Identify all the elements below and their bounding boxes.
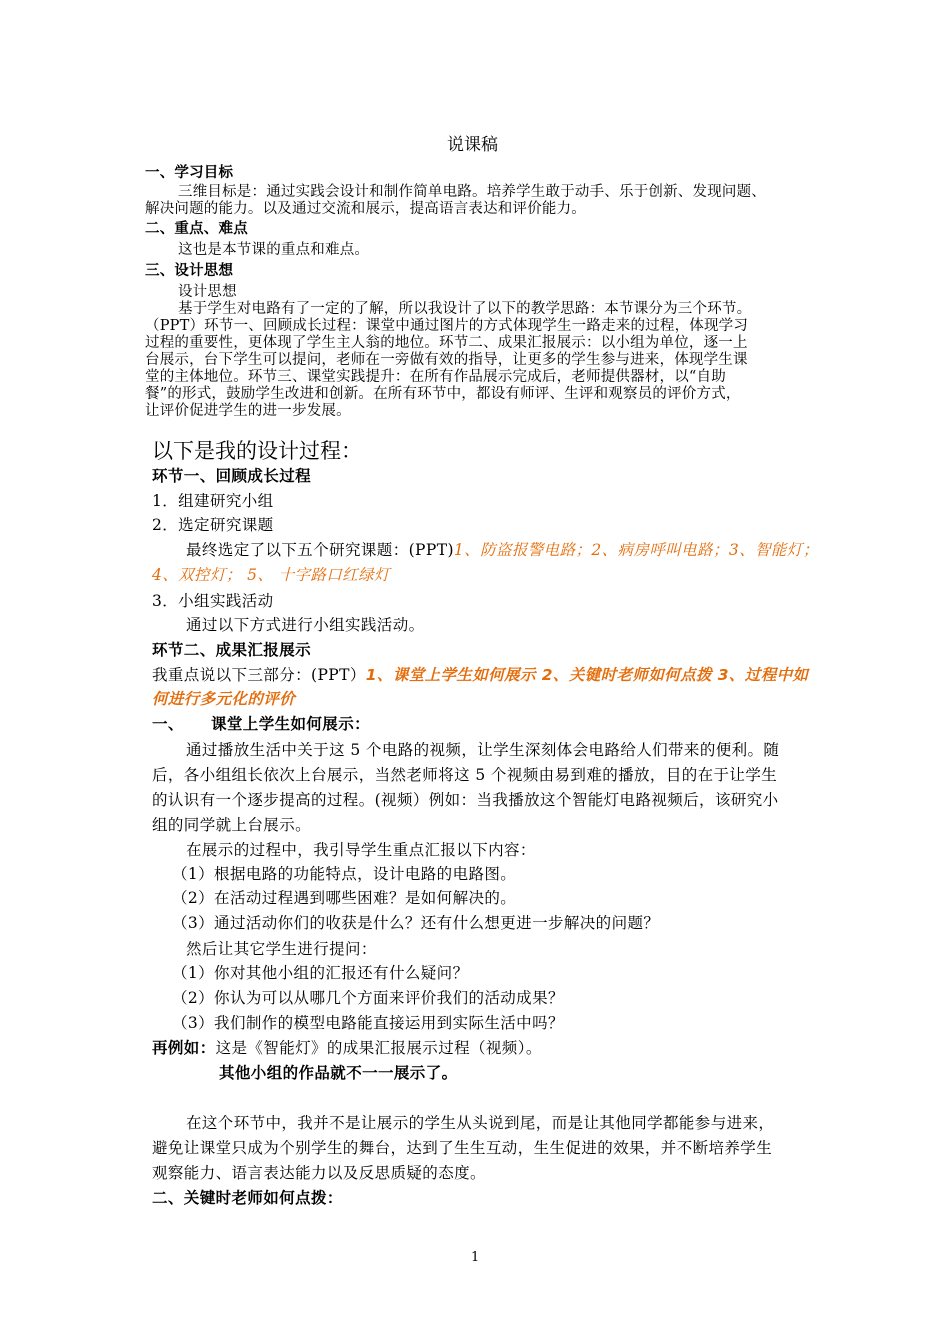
paragraph-line: 组的同学就上台展示。 — [152, 816, 312, 834]
list-item: 1．组建研究小组 — [152, 492, 274, 510]
paragraph-line: 堂的主体地位。环节三、课堂实践提升：在所有作品展示完成后，老师提供器材，以“自助 — [145, 369, 726, 385]
paragraph-line: （PPT）环节一、回顾成长过程：课堂中通过图片的方式体现学生一路走来的过程，体现学习 — [145, 318, 749, 334]
paragraph-line: 基于学生对电路有了一定的了解，所以我设计了以下的教学思路：本节课分为三个环节。 — [178, 301, 752, 317]
paragraph-line: 餐”的形式，鼓励学生改进和创新。在所有环节中，都设有师评、生评和观察员的评价方式， — [145, 386, 741, 402]
list-item: 2．选定研究课题 — [152, 516, 274, 534]
three-parts-list-cont: 何进行多元化的评价 — [152, 690, 296, 708]
three-parts-intro: 我重点说以下三部分：(PPT） — [152, 666, 366, 684]
report-item: （3）通过活动你们的收获是什么？还有什么想更进一步解决的问题？ — [172, 914, 660, 932]
paragraph-line: 解决问题的能力。以及通过交流和展示，提高语言表达和评价能力。 — [145, 201, 586, 217]
list-item: 3．小组实践活动 — [152, 592, 274, 610]
paragraph-line: 在这个环节中，我并不是让展示的学生从头说到尾，而是让其他同学都能参与进来， — [186, 1114, 775, 1132]
page-number: 1 — [471, 1250, 480, 1265]
paragraph-line: 过程的重要性，更体现了学生主人翁的地位。环节二、成果汇报展示：以小组为单位，逐一上 — [145, 335, 748, 351]
topics-list-cont: 4、双控灯； 5、 十字路口红绿灯 — [152, 566, 390, 584]
section-heading-design-idea: 三、设计思想 — [145, 263, 234, 279]
paragraph-line: 然后让其它学生进行提问： — [186, 940, 377, 958]
report-item: （2）在活动过程遇到哪些困难？是如何解决的。 — [172, 889, 517, 907]
sub-heading: 设计思想 — [178, 284, 237, 300]
paragraph-line: 后，各小组组长依次上台展示，当然老师将这 5 个视频由易到难的播放，目的在于让学生 — [152, 766, 778, 784]
paragraph-line: 通过以下方式进行小组实践活动。 — [186, 616, 425, 634]
link2-heading: 环节二、成果汇报展示 — [152, 641, 312, 659]
three-parts-list: 1、课堂上学生如何展示 2、关键时老师如何点拨 3、过程中如 — [365, 666, 809, 684]
part2-heading: 二、关键时老师如何点拨： — [152, 1189, 343, 1207]
three-parts-line — [152, 665, 808, 685]
paragraph-line: 台展示，台下学生可以提问，老师在一旁做有效的指导，让更多的学生参与进来，体现学生课 — [145, 352, 748, 368]
doc-title: 说课稿 — [447, 135, 498, 155]
section-heading-key-points: 二、重点、难点 — [145, 221, 248, 237]
question-item: （2）你认为可以从哪几个方面来评价我们的活动成果？ — [172, 989, 564, 1007]
paragraph-line: 三维目标是：通过实践会设计和制作简单电路。培养学生敢于动手、乐于创新、发现问题、 — [178, 184, 766, 200]
paragraph-line: 的认识有一个逐步提高的过程。(视频）例如：当我播放这个智能灯电路视频后，该研究小 — [152, 791, 779, 809]
paragraph-line: 在展示的过程中，我引导学生重点汇报以下内容： — [186, 841, 536, 859]
others-note: 其他小组的作品就不一一展示了。 — [219, 1064, 458, 1082]
question-item: （3）我们制作的模型电路能直接运用到实际生活中吗？ — [172, 1014, 564, 1032]
link1-heading: 环节一、回顾成长过程 — [152, 467, 312, 485]
topics-list: 1、防盗报警电路；2、病房呼叫电路；3、智能灯； — [453, 541, 819, 559]
question-item: （1）你对其他小组的汇报还有什么疑问？ — [172, 964, 469, 982]
example-label: 再例如： — [152, 1039, 216, 1057]
paragraph-line: 观察能力、语言表达能力以及反思质疑的态度。 — [152, 1164, 486, 1182]
part1-title: 课堂上学生如何展示： — [211, 715, 371, 733]
example-text: 这是《智能灯》的成果汇报展示过程（视频）。 — [215, 1039, 542, 1057]
section-heading-learning-goals: 一、学习目标 — [145, 165, 234, 181]
paragraph-line: 这也是本节课的重点和难点。 — [178, 242, 370, 258]
topics-line — [186, 540, 819, 560]
part1-number: 一、 — [152, 715, 184, 733]
paragraph-line: 通过播放生活中关于这 5 个电路的视频，让学生深刻体会电路给人们带来的便利。随 — [186, 741, 780, 759]
paragraph-line: 避免让课堂只成为个别学生的舞台，达到了生生互动，生生促进的效果，并不断培养学生 — [152, 1139, 773, 1157]
topics-intro: 最终选定了以下五个研究课题：(PPT) — [186, 541, 454, 559]
report-item: （1）根据电路的功能特点，设计电路的电路图。 — [172, 865, 517, 883]
design-process-heading: 以下是我的设计过程： — [152, 439, 362, 463]
example-line — [152, 1038, 542, 1058]
paragraph-line: 让评价促进学生的进一步发展。 — [145, 403, 351, 419]
